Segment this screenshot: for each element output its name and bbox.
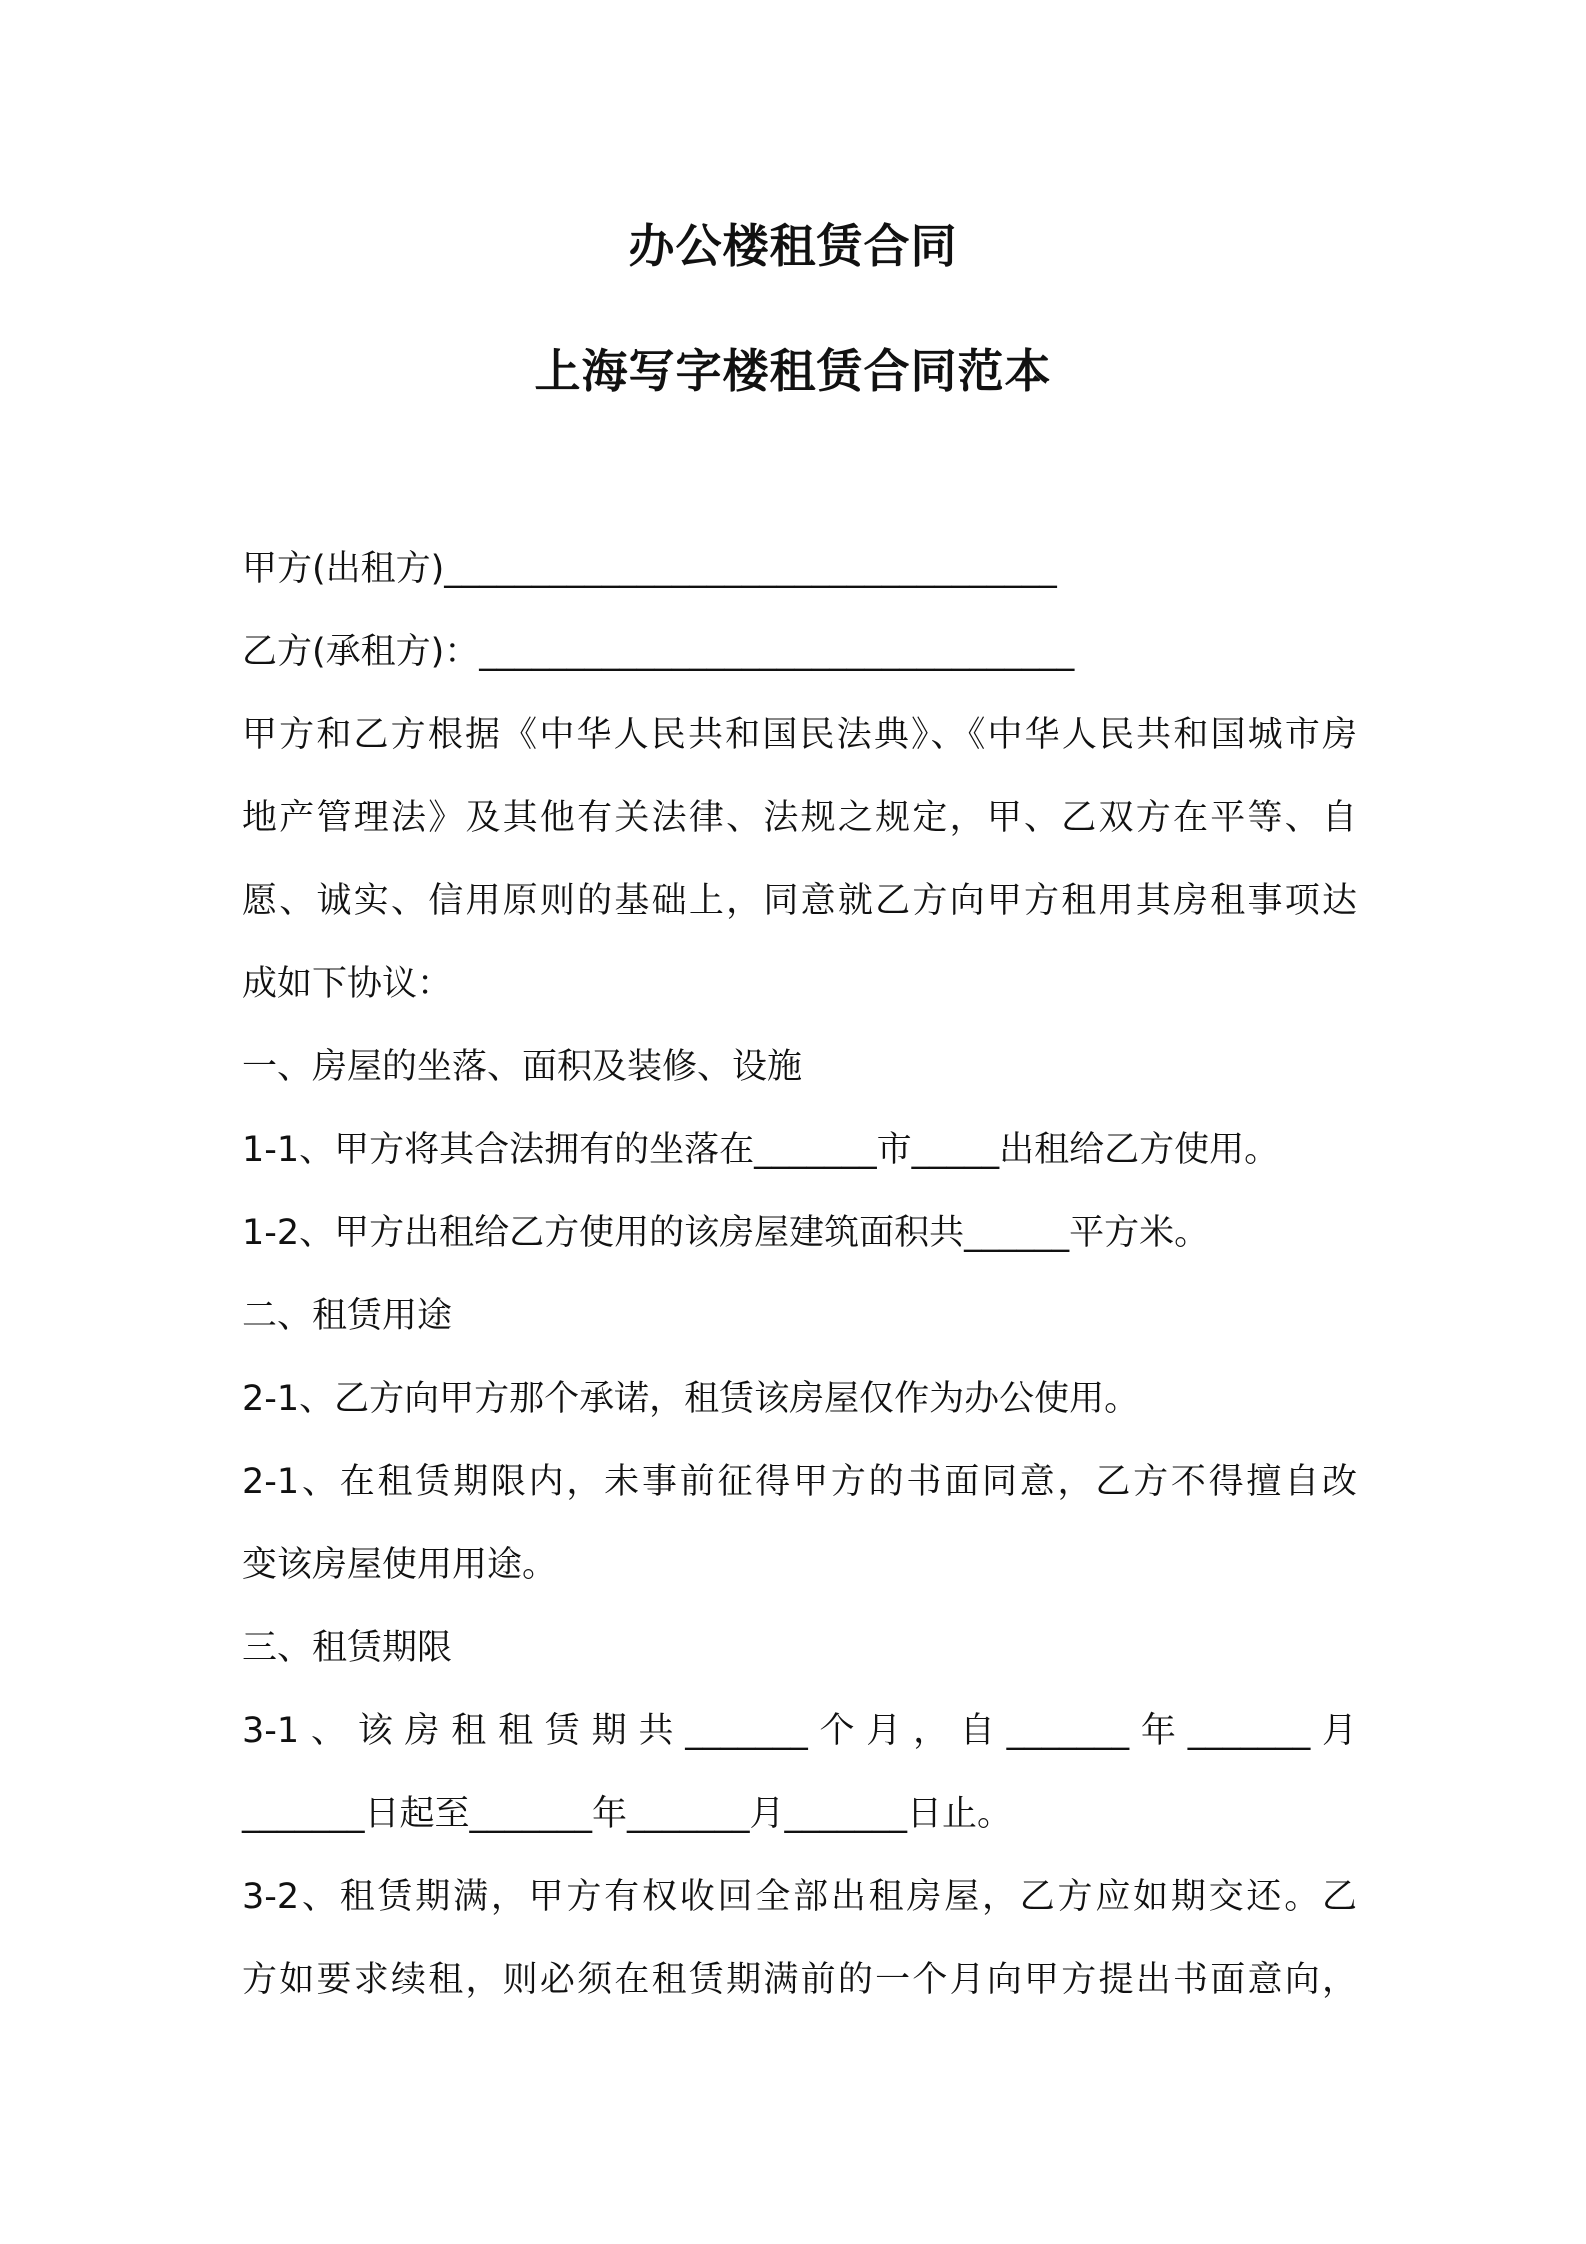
preamble-line: 地产管理法》及其他有关法律、法规之规定，甲、乙双方在平等、自	[242, 798, 1357, 838]
party-b-line: 乙方(承租方)：__________________________________	[242, 632, 1075, 672]
clause-line: 1-2、甲方出租给乙方使用的该房屋建筑面积共______平方米。	[242, 1213, 1210, 1253]
section-heading: 三、租赁期限	[242, 1628, 453, 1668]
preamble-line: 成如下协议：	[242, 964, 453, 1004]
section-heading: 二、租赁用途	[242, 1296, 453, 1336]
clause-line: 2-1、乙方向甲方那个承诺，租赁该房屋仅作为办公使用。	[242, 1379, 1140, 1419]
clause-line: 1-1、甲方将其合法拥有的坐落在_______市_____出租给乙方使用。	[242, 1130, 1280, 1170]
clause-line: _______日起至_______年_______月_______日止。	[242, 1794, 1013, 1834]
clause-line: 2-1、在租赁期限内，未事前征得甲方的书面同意，乙方不得擅自改	[242, 1462, 1357, 1502]
document-subtitle: 上海写字楼租赁合同范本	[534, 344, 1052, 398]
clause-line: 3-1、该房租租赁期共_______个月，自_______年_______月	[242, 1711, 1357, 1751]
clause-line: 3-2、租赁期满，甲方有权收回全部出租房屋，乙方应如期交还。乙	[242, 1877, 1357, 1917]
document-body	[242, 537, 1357, 2031]
clause-line: 变该房屋使用用途。	[242, 1545, 558, 1585]
document-title: 办公楼租赁合同	[628, 219, 958, 273]
clause-line: 方如要求续租，则必须在租赁期满前的一个月向甲方提出书面意向，	[242, 1960, 1357, 2000]
section-heading: 一、房屋的坐落、面积及装修、设施	[242, 1047, 803, 1087]
preamble-line: 愿、诚实、信用原则的基础上，同意就乙方向甲方租用其房租事项达	[242, 881, 1357, 921]
party-a-line: 甲方(出租方)___________________________________	[242, 549, 1057, 589]
preamble-line: 甲方和乙方根据《中华人民共和国民法典》、《中华人民共和国城市房	[242, 715, 1357, 755]
